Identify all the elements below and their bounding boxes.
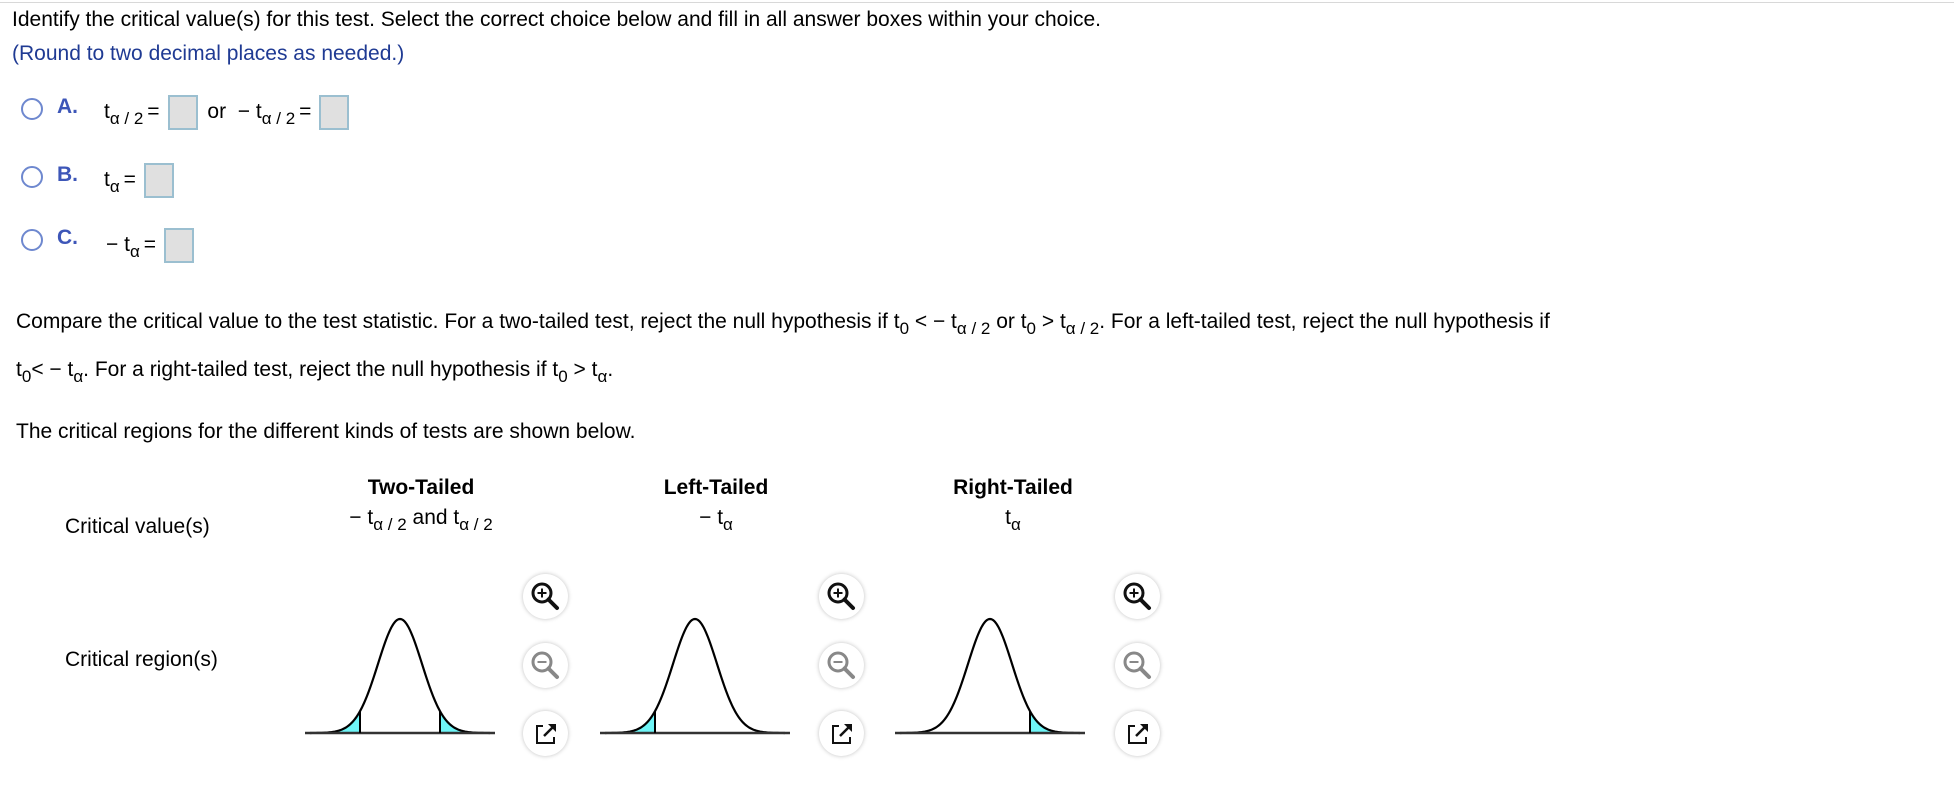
- option-b-label: B.: [57, 163, 78, 186]
- answer-box-b[interactable]: [144, 163, 174, 198]
- equals: =: [147, 100, 160, 124]
- compare-line-2: [16, 358, 614, 386]
- zoom-in-button[interactable]: [1115, 574, 1160, 619]
- text: . For a left-tailed test, reject the null hypothesis if: [1099, 310, 1550, 333]
- subscript: α / 2: [109, 109, 144, 129]
- subscript: α / 2: [459, 515, 493, 534]
- header-left-tailed: Left-Tailed: [663, 476, 769, 499]
- zoom-in-icon: [1115, 574, 1160, 619]
- zoom-out-icon: [819, 643, 864, 688]
- right-tailed-graph: [895, 610, 1085, 740]
- value-two-tailed: [301, 506, 541, 534]
- t-symbol: t: [104, 100, 110, 124]
- t-symbol: t: [124, 233, 130, 257]
- value-right-tailed: [893, 506, 1133, 534]
- option-c-label: C.: [57, 226, 78, 249]
- subscript: 0: [21, 367, 32, 386]
- popout-button[interactable]: [1115, 711, 1160, 756]
- minus: −: [106, 233, 119, 257]
- zoom-in-button[interactable]: [523, 574, 568, 619]
- equals: =: [143, 233, 157, 257]
- zoom-out-button[interactable]: [523, 643, 568, 688]
- popout-icon: [819, 711, 864, 756]
- subscript: α: [597, 367, 608, 386]
- regions-intro: The critical regions for the different kinds of tests are shown below.: [16, 420, 636, 443]
- t-symbol: t: [255, 100, 262, 124]
- normal-curve: [900, 619, 1080, 733]
- text: .: [607, 358, 614, 381]
- normal-curve: [605, 619, 785, 733]
- text: − t: [699, 506, 724, 529]
- radio-option-a[interactable]: [21, 98, 43, 120]
- zoom-out-icon: [523, 643, 568, 688]
- equals: =: [123, 168, 136, 192]
- subscript: α / 2: [956, 319, 991, 338]
- subscript: α: [73, 367, 84, 386]
- radio-option-c[interactable]: [21, 229, 43, 251]
- text: − t: [349, 506, 374, 529]
- text: < − t: [31, 358, 74, 381]
- subscript: α: [1011, 515, 1021, 534]
- answer-box-c[interactable]: [164, 228, 194, 263]
- subscript: α / 2: [1065, 319, 1100, 338]
- value-left-tailed: [596, 506, 836, 534]
- zoom-out-button[interactable]: [1115, 643, 1160, 688]
- zoom-in-button[interactable]: [819, 574, 864, 619]
- text: and t: [406, 506, 460, 529]
- option-a-content: [104, 95, 353, 130]
- critical-regions-label: Critical region(s): [65, 648, 218, 671]
- critical-values-label: Critical value(s): [65, 515, 210, 538]
- rounding-note: (Round to two decimal places as needed.): [12, 42, 405, 65]
- text: t: [1005, 506, 1011, 529]
- popout-icon: [523, 711, 568, 756]
- option-a-label: A.: [57, 95, 78, 118]
- text: > t: [567, 358, 598, 381]
- option-b-content: [104, 163, 178, 198]
- minus: −: [237, 100, 251, 124]
- or-text: or: [207, 100, 227, 124]
- subscript: 0: [899, 319, 910, 338]
- popout-button[interactable]: [523, 711, 568, 756]
- left-tailed-graph: [600, 610, 790, 740]
- option-c-content: [106, 228, 198, 263]
- two-tailed-graph: [305, 610, 495, 740]
- equals: =: [299, 100, 312, 124]
- text: or t: [990, 310, 1027, 333]
- radio-option-b[interactable]: [21, 166, 43, 188]
- text: t: [16, 358, 22, 381]
- subscript: α: [109, 177, 120, 197]
- text: > t: [1036, 310, 1066, 333]
- subscript: α / 2: [373, 515, 407, 534]
- subscript: α / 2: [261, 109, 296, 129]
- answer-box-a2[interactable]: [319, 95, 349, 130]
- answer-box-a1[interactable]: [168, 95, 198, 130]
- subscript: 0: [1026, 319, 1037, 338]
- compare-line-1: [16, 310, 1550, 338]
- zoom-in-icon: [523, 574, 568, 619]
- normal-curve: [310, 619, 490, 733]
- text: Compare the critical value to the test statistic. For a two-tailed test, reject the null hypothesis if t: [16, 310, 900, 333]
- instruction-text: Identify the critical value(s) for this test. Select the correct choice below and fill in all answer boxes within your choice.: [12, 8, 1101, 31]
- text: < − t: [909, 310, 957, 333]
- subscript: α: [723, 515, 733, 534]
- zoom-out-icon: [1115, 643, 1160, 688]
- popout-icon: [1115, 711, 1160, 756]
- top-divider: [0, 2, 1954, 3]
- header-right-tailed: Right-Tailed: [953, 476, 1073, 499]
- subscript: α: [129, 242, 140, 262]
- popout-button[interactable]: [819, 711, 864, 756]
- subscript: 0: [558, 367, 568, 386]
- header-two-tailed: Two-Tailed: [367, 476, 475, 499]
- t-symbol: t: [104, 168, 110, 192]
- zoom-out-button[interactable]: [819, 643, 864, 688]
- text: . For a right-tailed test, reject the null hypothesis if t: [83, 358, 559, 381]
- zoom-in-icon: [819, 574, 864, 619]
